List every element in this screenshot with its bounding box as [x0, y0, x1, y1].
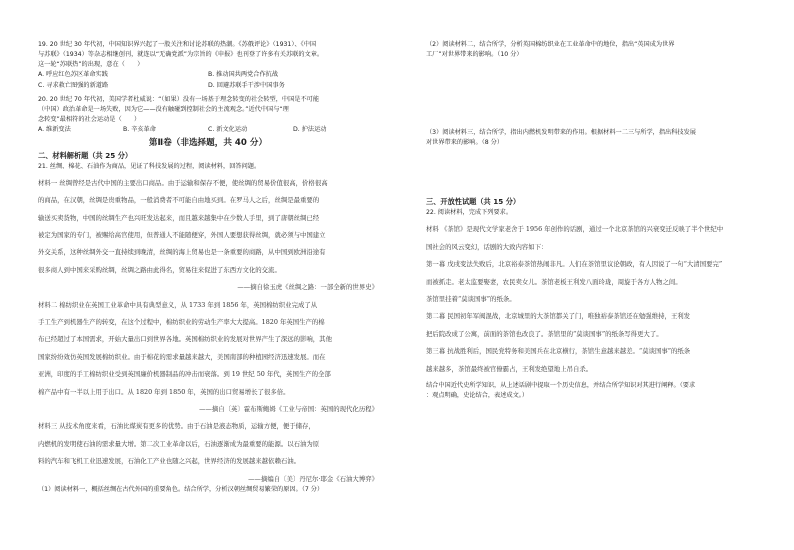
q19-line: 19. 20 世纪 30 年代初，中国知识界兴起了一股关注和讨论苏联的热潮。《苏俄评论》（1931）、《中国: [38, 41, 317, 48]
q19-line: 与苏联》（1934）等杂志相继创刊，就连以“无确党派”为宗旨的《申报》也刊登了许多有关苏联的文章。: [38, 51, 324, 58]
material-1-line: 材料一 丝绸曾经是古代中国的主要出口商品。由于运输和保存不便，使丝绸的贸易价值很高，价格很高: [38, 178, 328, 187]
right-column: [426, 40, 766, 401]
q22-material-line: 越来越多，茶馆最终被官僚霸占，王利发绝望地上吊自杀。: [426, 364, 593, 373]
material-2-line: 国家纷纷效仿英国发展棉纺织业。由于棉花的需求量越来越大，美国南部的种植园经济迅速发展。而在: [38, 352, 326, 361]
q22-material-line: 第三幕 抗战胜利后，国民党特务和美国兵在北京横行，茶馆生意越来越差。“莫谈国事”的纸条: [426, 347, 691, 356]
q21-intro: 21. 丝绸、棉花、石油作为商品，见证了科技发展的过程，阅读材料，回答问题。: [38, 162, 261, 170]
q20-option-b: B. 辛亥革命: [123, 126, 156, 133]
material-2-line: 材料二 棉纺织业在英国工业革命中具有典型意义，从 1733 年到 1856 年，英国棉纺织业完成了从: [38, 300, 318, 309]
material-2-line: 布已经超过了本国需求，开始大量出口到世界各地。英国棉纺织业的发展对世界产生了深远的影响，其他: [38, 335, 332, 344]
q22-material-line: 第一幕 戊戌变法失败后，北京裕泰茶馆热闹非凡。人们在茶馆里议论朝政，有人因说了一句“大清国要完”: [426, 260, 723, 269]
material-1: [38, 178, 378, 293]
q22-material-line: 第二幕 民国初年军阀混战，北京城里的大茶馆都关了门，唯独裕泰茶馆还在勉强维持，王利发: [426, 312, 691, 321]
q19-options-row: [38, 70, 378, 81]
material-3: [38, 421, 378, 484]
material-2-line: 手工生产到机器生产的转变，在这个过程中，棉纺织业的劳动生产率大大提高。1820 年英国生产的棉: [38, 318, 325, 327]
material-1-line: 的商品，在汉朝，丝绸是贵重物品，一般消费者不可能自由地买到。在罗马人之后，丝绸是最重要的: [38, 196, 320, 205]
q22-material-line: 而被抓走。老太监要娶妻，农民卖女儿。茶馆老板王利发八面玲珑，周旋于各方人物之间。: [426, 277, 682, 286]
q20-option-d: D. 护法运动: [293, 126, 327, 133]
section-3-heading: 三、开放性试题（共 15 分）: [426, 197, 521, 206]
q20-line: 念转变”最相符的社会运动是（ ）: [38, 116, 141, 123]
q21-part-3-line: （3）阅读材料三，结合所学，指出内燃机发明带来的作用。根据材料一二三与所学，指出科技发展: [426, 129, 696, 136]
q19-line: 这一轮“苏联热”的出现，意在（ ）: [38, 61, 144, 68]
q22-material-line: 国社会的风云变幻，话剧的大致内容如下：: [426, 242, 548, 251]
material-2-source: ——摘自〔英〕霍布斯鲍姆《工业与帝国：英国的现代化历程》: [199, 404, 378, 413]
q22-requirement-line: 结合中国近代史所学知识，从上述话剧中提取一个历史信息，并结合所学知识对其进行阐释。（要求: [426, 381, 696, 389]
q22-intro: 22. 阅读材料，完成下列要求。: [426, 209, 513, 216]
material-3-source: ——摘编自〔美〕丹尼尔·耶金《石油大博弈》: [248, 474, 378, 483]
q22-material: [426, 224, 766, 401]
q22-material-line: 材料 《茶馆》是现代文学家老舍于 1956 年创作的话剧，通过一个北京茶馆的兴衰变迁反映了半个世纪中: [426, 225, 724, 234]
q19-option-b: B. 推动国共两党合作抗战: [208, 71, 279, 78]
material-2-line: 棉产品中有一半以上用于出口。从 1820 年到 1850 年，英国的出口贸易增长了很多倍。: [38, 387, 290, 396]
material-1-line: 外交关系，这种丝绸外交一直持续到晚清，丝绸的海上贸易也是一条重要的商路，从中国到欧洲沿途有: [38, 248, 326, 257]
q20-option-c: C. 新文化运动: [208, 126, 248, 133]
q21-part-3: [426, 128, 766, 148]
question-20: [38, 95, 378, 136]
q21-part-2-line: 工厂”对世界带来的影响。（10 分）: [426, 51, 523, 58]
q21-part-2: [426, 40, 766, 60]
part-2-title: 第Ⅱ卷（非选择题，共 40 分）: [148, 137, 268, 148]
q22-material-line: 茶馆里挂着“莫谈国事”的纸条。: [426, 294, 516, 303]
material-2-line: 亚洲，印度的手工棉纺织业受到英国廉价机器制品的冲击而衰落。到 19 世纪 50 年代，英国生产的全部: [38, 370, 331, 379]
material-1-line: 输送买卖货物，中国的丝绸生产也兴旺发达起来，而且越来越集中在少数人手里，到了唐朝丝绸已经: [38, 213, 320, 222]
material-1-line: 被定为国家的专门，被赐给高官使用，但普通人不能随便穿，外国人要想获得丝绸，就必须与中国建立: [38, 231, 326, 240]
material-1-source: ——摘自徐玉虎《丝绸之路：一部全新的世界史》: [237, 283, 378, 292]
q22-requirement-line: ：观点明确，史论结合，表述成文。）: [426, 391, 529, 399]
q19-option-d: D. 回避苏联手干涉中国事务: [208, 81, 285, 89]
q19-option-a: A. 呼应红色苏区革命实践: [38, 71, 108, 78]
q21-part-3-line: 对世界带来的影响。（8 分）: [426, 139, 504, 146]
q19-options-row: [38, 81, 378, 92]
q20-line: 20. 20 世纪 70 年代初，美国学者杜威说：“（如果）没有一场基于理念转变的社会转型，中国是不可能: [38, 96, 320, 103]
q21-part-2-line: （2）阅读材料二，结合所学，分析英国棉纺织业在工业革命中的地位，指出“英国成为世界: [426, 41, 675, 48]
section-2-heading: 二、材料解析题（共 25 分）: [38, 150, 133, 160]
q20-options-row: [38, 125, 378, 136]
material-3-line: 料的汽车和飞机工业迅速发展，石油化工产业也随之兴起，世界经济的发展越来越依赖石油。: [38, 457, 301, 466]
material-2: [38, 300, 378, 415]
q19-option-c: C. 寻求救亡图强的新道路: [38, 81, 109, 89]
left-column: [38, 40, 378, 495]
q22-material-line: 把后院改成了公寓，前面的茶馆也改良了。茶馆里的“莫谈国事”的纸条写得更大了。: [426, 329, 663, 338]
q21-part-1: （1）阅读材料一，概括丝绸在古代外国的重要角色。结合所学，分析汉朝丝绸贸易繁荣的原因。（7 分）: [38, 485, 324, 493]
question-19: [38, 40, 378, 91]
q20-line: （中国）政治革命是一场失败，因为它——没有触碰到控制社会的主流观念。”近代中国与“理: [38, 106, 289, 113]
material-3-line: 材料三 从技术角度来看，石油比煤炭有更多的优势。由于石油是液态物质，运输方便，便于储存，: [38, 422, 315, 431]
q20-option-a: A. 维新变法: [38, 126, 71, 133]
material-3-line: 内燃机的发明使石油的需求量大增。第二次工业革命以后，石油逐渐成为最重要的能源。以石油为原: [38, 439, 320, 448]
material-1-line: 很多商人到中国来采购丝绸，丝绸之路由此得名，贸易往来促进了东西方文化的交流。: [38, 265, 281, 274]
